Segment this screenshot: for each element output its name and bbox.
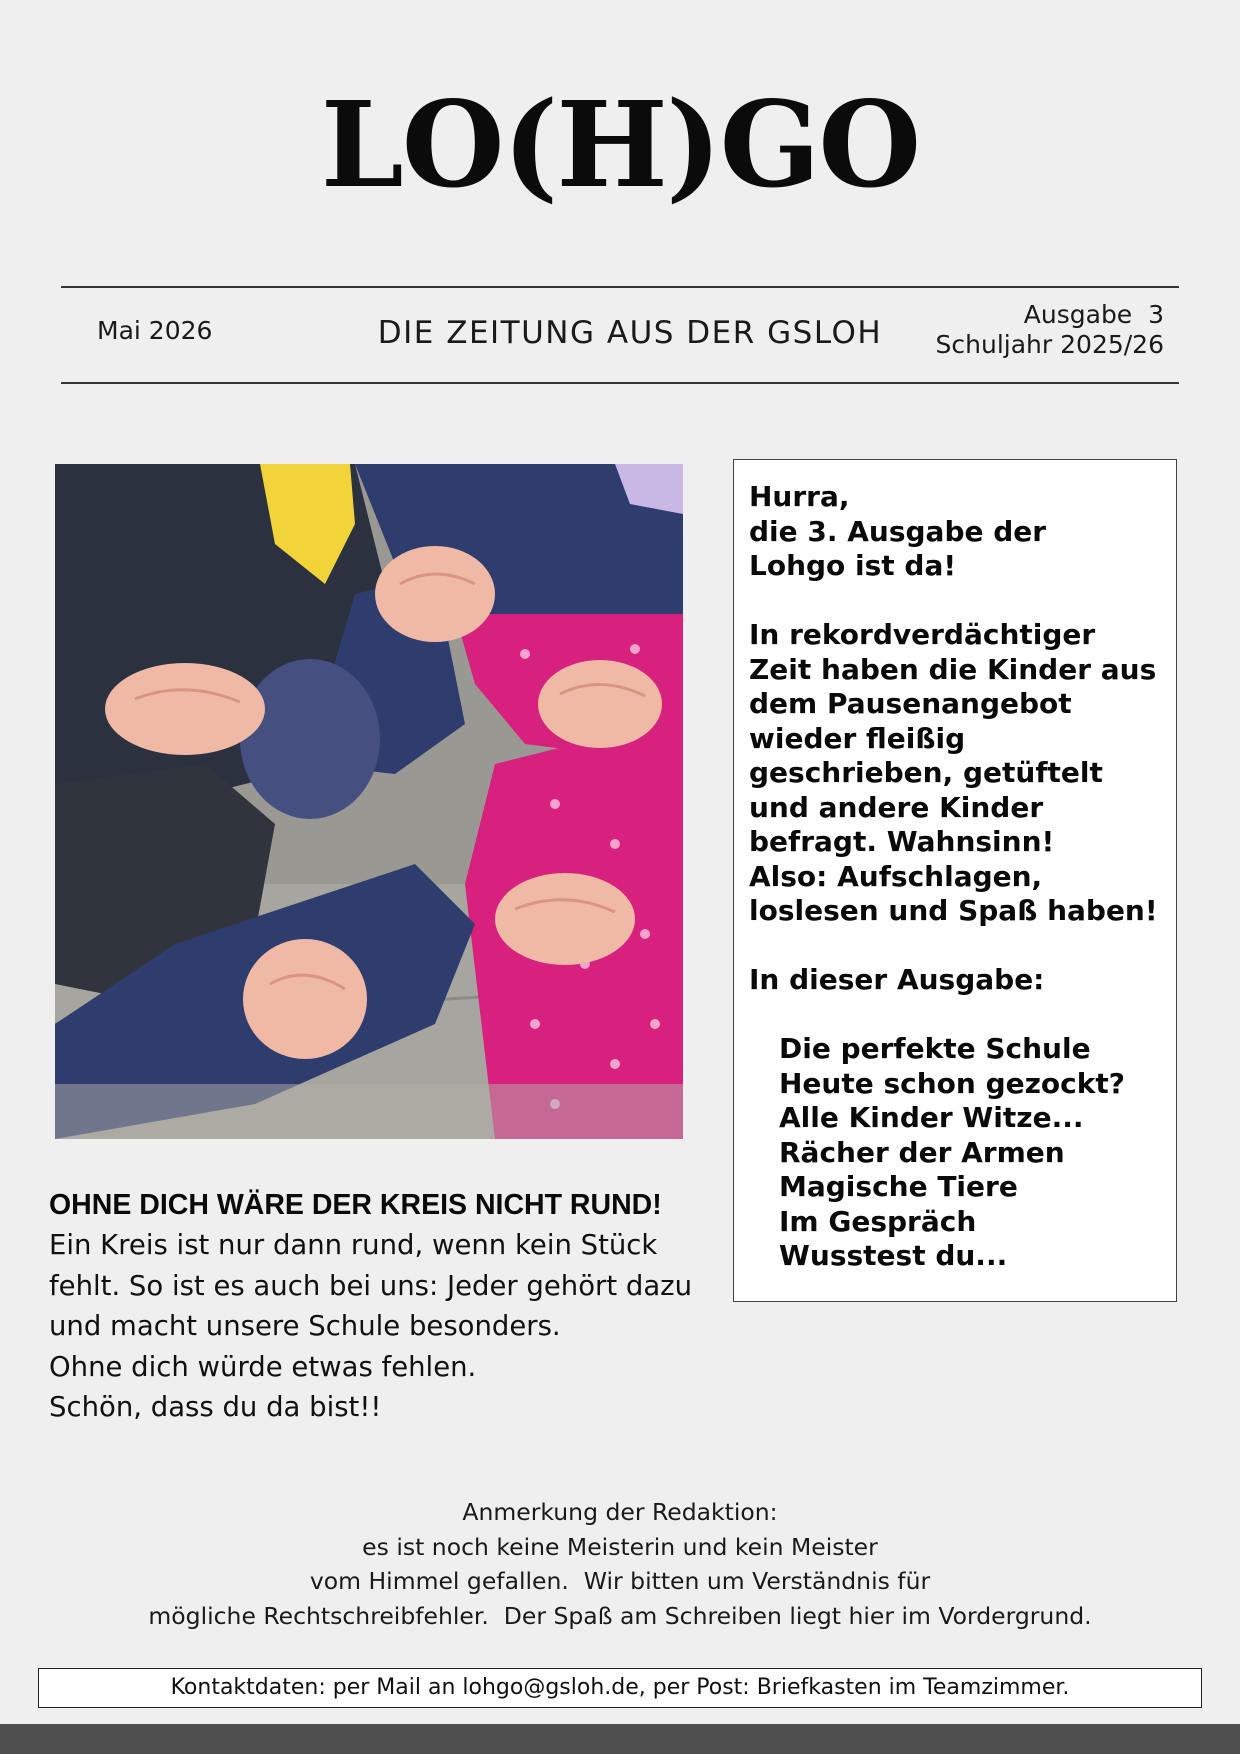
article-headline: OHNE DICH WÄRE DER KREIS NICHT RUND! [49, 1189, 662, 1221]
article-line: Ohne dich würde etwas fehlen. [49, 1350, 477, 1383]
article-line: Schön, dass du da bist!! [49, 1391, 382, 1423]
newspaper-tagline: DIE ZEITUNG AUS DER GSLOH [377, 315, 883, 351]
article-line: Ein Kreis ist nur dann rund, wenn kein Stück [49, 1229, 658, 1261]
contents-item: Die perfekte Schule [779, 1032, 1091, 1065]
contents-heading: In dieser Ausgabe: [749, 963, 1045, 996]
infobox-intro: In rekordverdächtiger Zeit haben die Kinder aus dem Pausenangebot wieder fleißig geschrieben, getüftelt und andere Kinder befragt. Wahnsinn! Also: Aufschlagen, loslesen und Spaß haben! [749, 618, 1158, 927]
note-line: mögliche Rechtschreibfehler. Der Spaß am Schreiben liegt hier im Vordergrund. [148, 1601, 1092, 1630]
contents-item: Alle Kinder Witze... [779, 1101, 1084, 1134]
header-rule-top [61, 286, 1179, 288]
issue-date: Mai 2026 [97, 316, 213, 345]
header-rule-bottom [61, 382, 1179, 384]
footer-bar [0, 1724, 1240, 1754]
editorial-note [0, 1495, 1240, 1633]
issue-number: Ausgabe 3 [1023, 300, 1164, 329]
note-line: Anmerkung der Redaktion: [462, 1498, 778, 1526]
article-line: fehlt. So ist es auch bei uns: Jeder gehört dazu [49, 1269, 693, 1302]
contact-box: Kontaktdaten: per Mail an lohgo@gsloh.de, per Post: Briefkasten im Teamzimmer. [38, 1668, 1202, 1708]
contents-item: Heute schon gezockt? [779, 1066, 1126, 1100]
contents-item: Rächer der Armen [779, 1135, 1065, 1169]
note-line: vom Himmel gefallen. Wir bitten um Verständnis für [309, 1567, 931, 1595]
contents-item: Im Gespräch [779, 1204, 977, 1238]
issue-info [936, 300, 1164, 360]
infobox-greeting: Hurra, die 3. Ausgabe der Lohgo ist da! [749, 480, 1047, 582]
contents-item: Wusstest du... [779, 1239, 1008, 1272]
contents-item: Magische Tiere [779, 1170, 1018, 1203]
editorial-infobox [733, 459, 1177, 1302]
note-line: es ist noch keine Meisterin und kein Meister [362, 1532, 878, 1561]
hands-circle-illustration [55, 464, 683, 1139]
table-of-contents [749, 1032, 1162, 1274]
article-line: und macht unsere Schule besonders. [49, 1310, 561, 1342]
cover-photo [55, 464, 683, 1139]
newspaper-title: LO(H)GO [320, 75, 920, 214]
school-year: Schuljahr 2025/26 [935, 330, 1164, 359]
article-body [49, 1225, 699, 1428]
lead-article [49, 1185, 699, 1428]
